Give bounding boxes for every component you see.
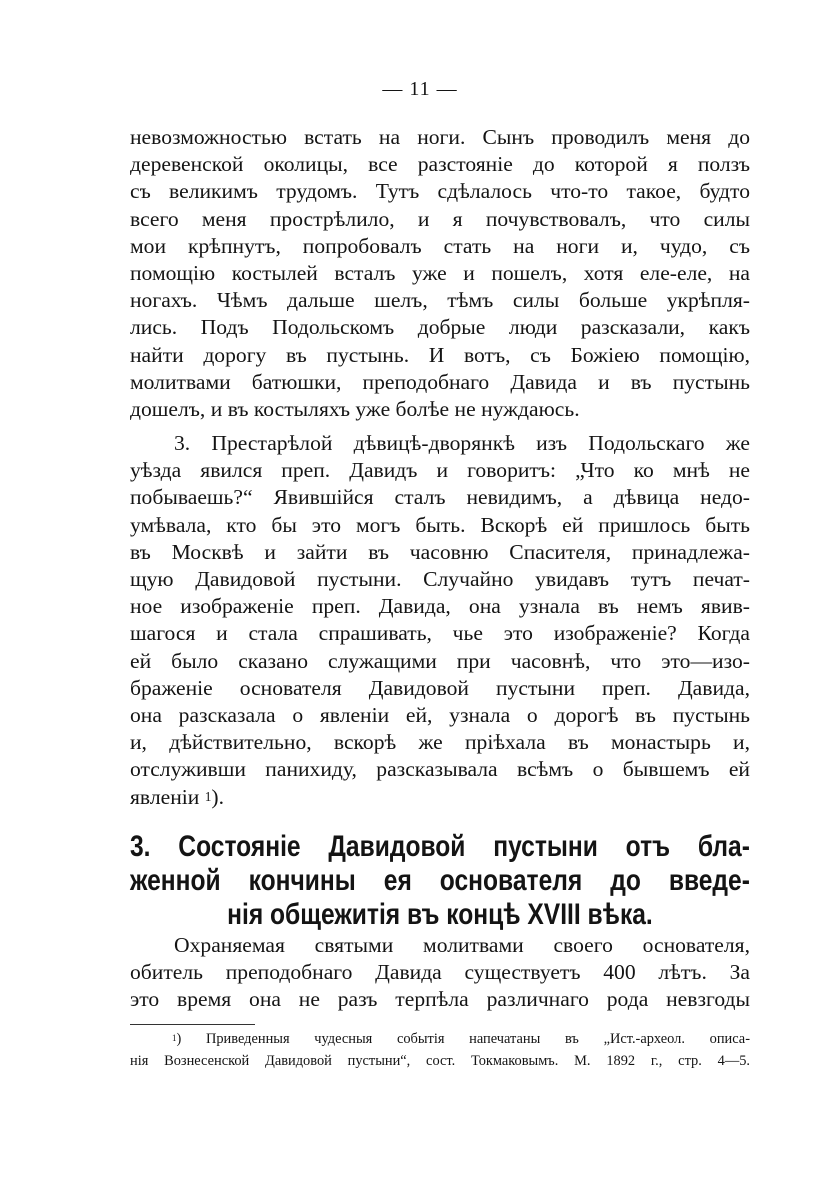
text-line: найти дорогу въ пустынь. И вотъ, съ Божіею помощію, [130,342,750,367]
footnote-line: нія Вознесенской Давидовой пустыни“, сост. Токмаковымъ. М. 1892 г., стр. 4—5. [130,1053,750,1069]
text-line: уѣзда явился преп. Давидъ и говоритъ: „Что ко мнѣ не [130,458,750,483]
heading-line: нія общежитія въ концѣ XVIII вѣка. [227,898,653,931]
text-line: съ великимъ трудомъ. Тутъ сдѣлалось что-то такое, будто [130,179,750,204]
text-line: умѣвала, кто бы это могъ быть. Вскорѣ ей пришлось быть [130,512,750,537]
footnote-reference: 1 [204,788,212,804]
text-line: обитель преподобнаго Давида существуетъ 400 лѣтъ. За [130,960,750,985]
heading-line: женной кончины ея основателя до введе- [130,864,750,897]
text-line: шагося и стала спрашивать, чье это изображеніе? Когда [130,621,750,646]
text-line: отслуживши панихиду, разсказывала всѣмъ о бывшемъ ей [130,757,750,782]
text-line: браженіе основателя Давидовой пустыни преп. Давида, [130,675,750,700]
footnote-divider [130,1024,255,1025]
text-line: мои крѣпнутъ, попробовалъ стать на ноги и, чудо, съ [130,233,750,258]
text-line: 3. Престарѣлой дѣвицѣ-дворянкѣ изъ Подольскаго же [174,431,750,455]
text-line-last [130,784,750,811]
text-line: деревенской околицы, все разстояніе до которой я ползъ [130,152,750,177]
heading-line: 3. Состояніе Давидовой пустыни отъ бла- [130,830,750,863]
text-fragment: ). [211,784,225,809]
footnote-marker: 1 [172,1033,177,1044]
text-line: невозможностью встать на ноги. Сынъ проводилъ меня до [130,125,750,149]
text-line: лись. Подъ Подольскомъ добрые люди разсказали, какъ [130,315,750,340]
text-line: Охраняемая святыми молитвами своего основателя, [174,933,750,957]
text-line: ное изображеніе преп. Давида, она узнала въ немъ явив- [130,594,750,619]
text-line: она разсказала о явленіи ей, узнала о дорогѣ въ пустынь [130,703,750,728]
text-line: ей было сказано служащими при часовнѣ, что это—изо- [130,648,750,673]
footnote-line [130,1028,750,1050]
footnotes [130,1028,750,1072]
footnote-text: ) Приведенныя чудесныя событія напечатаны въ „Ист.-археол. описа- [176,1031,750,1047]
text-line: дошелъ, и въ костыляхъ уже болѣе не нуждаюсь. [130,397,580,422]
section-heading [130,830,750,932]
text-line: всего меня прострѣлило, и я почувствовалъ, что силы [130,206,750,231]
text-line: это время она не разъ терпѣла различнаго рода невзгоды [130,987,750,1012]
text-line: щую Давидовой пустыни. Случайно увидавъ тутъ печат- [130,567,750,592]
text-fragment: явленіи [130,784,200,809]
text-line: ногахъ. Чѣмъ дальше шелъ, тѣмъ силы больше укрѣпля- [130,288,750,313]
text-line: и, дѣйствительно, вскорѣ же пріѣхала въ монастырь и, [130,730,750,755]
text-line: помощію костылей всталъ уже и пошелъ, хотя еле-еле, на [130,261,750,286]
text-line: молитвами батюшки, преподобнаго Давида и въ пустынь [130,369,750,394]
page-number: — 11 — [382,78,458,100]
paragraph-miracle-3 [130,430,750,811]
text-line: побываешь?“ Явившійся сталъ невидимъ, а дѣвица недо- [130,485,750,510]
paragraph-section-3-start [130,932,750,1014]
paragraph-miracle-2-continued [130,124,750,423]
text-line: въ Москвѣ и зайти въ часовню Спасителя, принадлежа- [130,539,750,564]
